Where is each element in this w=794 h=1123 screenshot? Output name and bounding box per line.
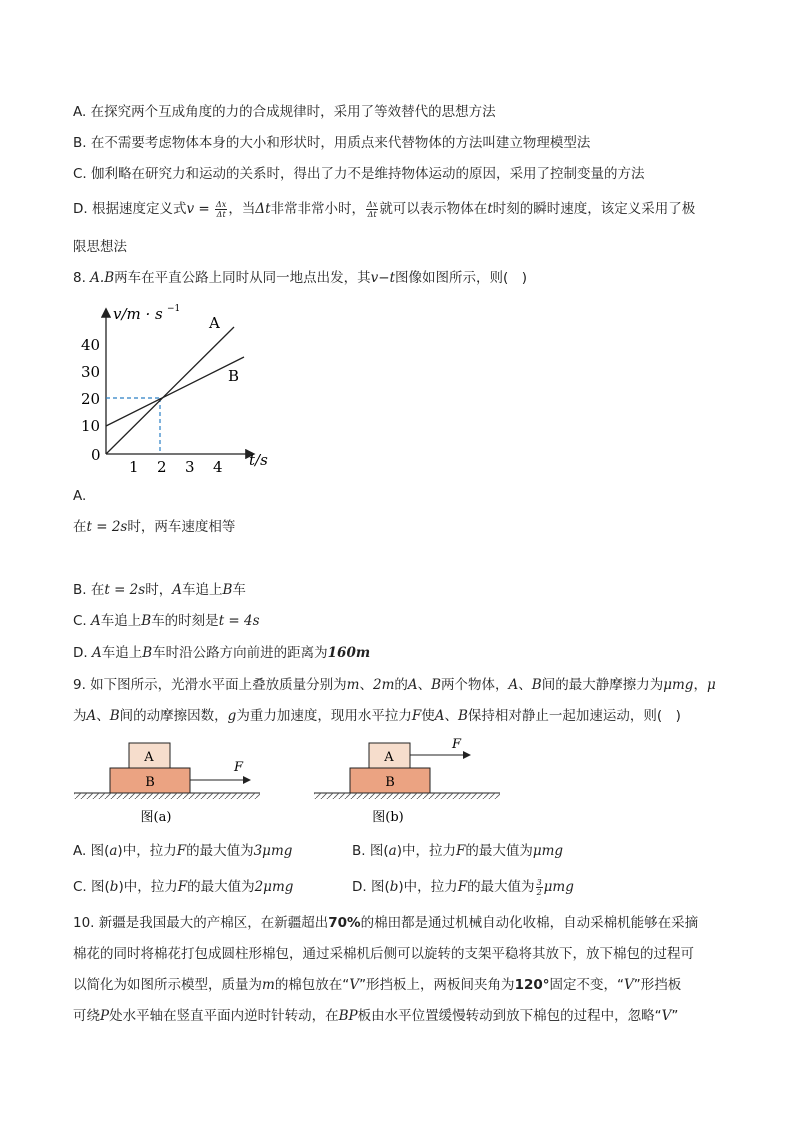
- q10-line3: 以简化为如图所示模型，质量为m的棉包放在“V”形挡板上，两板间夹角为120°固定不变，“V”形挡板: [73, 977, 682, 993]
- q9-option-c: C. 图(b)中，拉力F的最大值为2μmg: [73, 879, 294, 895]
- fraction-three-halves: $\frac{3}{2}$: [536, 877, 542, 897]
- y-tick-label: 40: [81, 336, 101, 354]
- figure-a-caption: 图(a): [140, 810, 172, 825]
- force-label: F: [452, 738, 462, 752]
- line-a-label: A: [209, 314, 220, 332]
- x-tick-label: 4: [213, 458, 223, 476]
- block-a-label: A: [144, 750, 154, 765]
- x-axis-label: t/s: [249, 451, 268, 469]
- y-tick-label: 20: [81, 390, 101, 408]
- ground-hatch: [74, 793, 260, 799]
- line-b: [106, 357, 244, 426]
- q7-option-a: A. 在探究两个互成角度的力的合成规律时，采用了等效替代的思想方法: [73, 104, 496, 120]
- vt-graph: [75, 300, 275, 480]
- q9-option-b: B. 图(a)中，拉力F的最大值为μmg: [352, 843, 564, 859]
- x-tick-label: 2: [157, 458, 167, 476]
- y-tick-label: 10: [81, 417, 101, 435]
- origin-label: 0: [91, 446, 101, 464]
- y-axis-label: v/m · s: [113, 305, 163, 323]
- figure-b-caption: 图(b): [372, 810, 404, 825]
- block-a-label: A: [384, 750, 394, 765]
- block-b-label: B: [385, 775, 395, 790]
- y-axis-label-sup: −1: [167, 304, 181, 314]
- q8-option-a: 在t = 2s时，两车速度相等: [73, 519, 236, 535]
- figure-a: [70, 738, 270, 830]
- q8-option-b: B. 在t = 2s时，A车追上B车: [73, 582, 246, 598]
- q10-line2: 棉花的同时将棉花打包成圆柱形棉包，通过采棉机后侧可以旋转的支架平稳将其放下，放下棉包的过程可: [73, 946, 694, 962]
- y-tick-label: 30: [81, 363, 101, 381]
- x-tick-label: 3: [185, 458, 195, 476]
- fraction-dx-dt-2: $\frac{\Delta x}{\Delta t}$: [367, 199, 378, 219]
- q7-option-b: B. 在不需要考虑物体本身的大小和形状时，用质点来代替物体的方法叫建立物理模型法: [73, 135, 591, 151]
- force-label: F: [234, 760, 244, 775]
- block-b-label: B: [145, 775, 155, 790]
- line-b-label: B: [228, 367, 240, 385]
- q9-option-a: A. 图(a)中，拉力F的最大值为3μmg: [73, 843, 293, 859]
- q9-option-d: D. 图(b)中，拉力F的最大值为 $\frac{3}{2}$ μmg: [352, 877, 574, 897]
- ground-hatch: [314, 793, 500, 799]
- fraction-dx-dt: $\frac{\Delta x}{\Delta t}$: [216, 199, 227, 219]
- q10-line1: 10. 新疆是我国最大的产棉区，在新疆超出70%的棉田都是通过机械自动化收棉，自动采棉机能够在采摘: [73, 915, 699, 931]
- q8-option-a-label: A.: [73, 488, 87, 504]
- q7-option-d-cont: 限思想法: [73, 239, 127, 255]
- q8-option-c: C. A车追上B车的时刻是t = 4s: [73, 613, 260, 629]
- q7-option-d: D. 根据速度定义式v = $\frac{\Delta x}{\Delta t}$ ，当Δt非常非常小时， $\frac{\Delta x}{\Delta t}$ 就可以表示物体在t时刻的瞬时速度，该定义采用了极: [73, 199, 696, 219]
- q9-stem-line2: 为A、B间的动摩擦因数，g为重力加速度，现用水平拉力F使A、B保持相对静止一起加速运动，则( ): [73, 708, 681, 724]
- line-a: [106, 327, 234, 454]
- q10-line4: 可绕P处水平轴在竖直平面内逆时针转动，在BP板由水平位置缓慢转动到放下棉包的过程中，忽略“V”: [73, 1008, 679, 1024]
- x-tick-label: 1: [129, 458, 139, 476]
- q7-option-c: C. 伽利略在研究力和运动的关系时，得出了力不是维持物体运动的原因，采用了控制变量的方法: [73, 166, 645, 182]
- q8-stem: 8. A.B两车在平直公路上同时从同一地点出发，其v−t图像如图所示，则( ): [73, 270, 528, 286]
- q8-option-d: D. A车追上B车时沿公路方向前进的距离为160m: [73, 645, 371, 661]
- q9-stem-line1: 9. 如下图所示，光滑水平面上叠放质量分别为m、2m的A、B两个物体，A、B间的最大静摩擦力为μmg，μ: [73, 677, 716, 693]
- figure-b: [310, 738, 510, 830]
